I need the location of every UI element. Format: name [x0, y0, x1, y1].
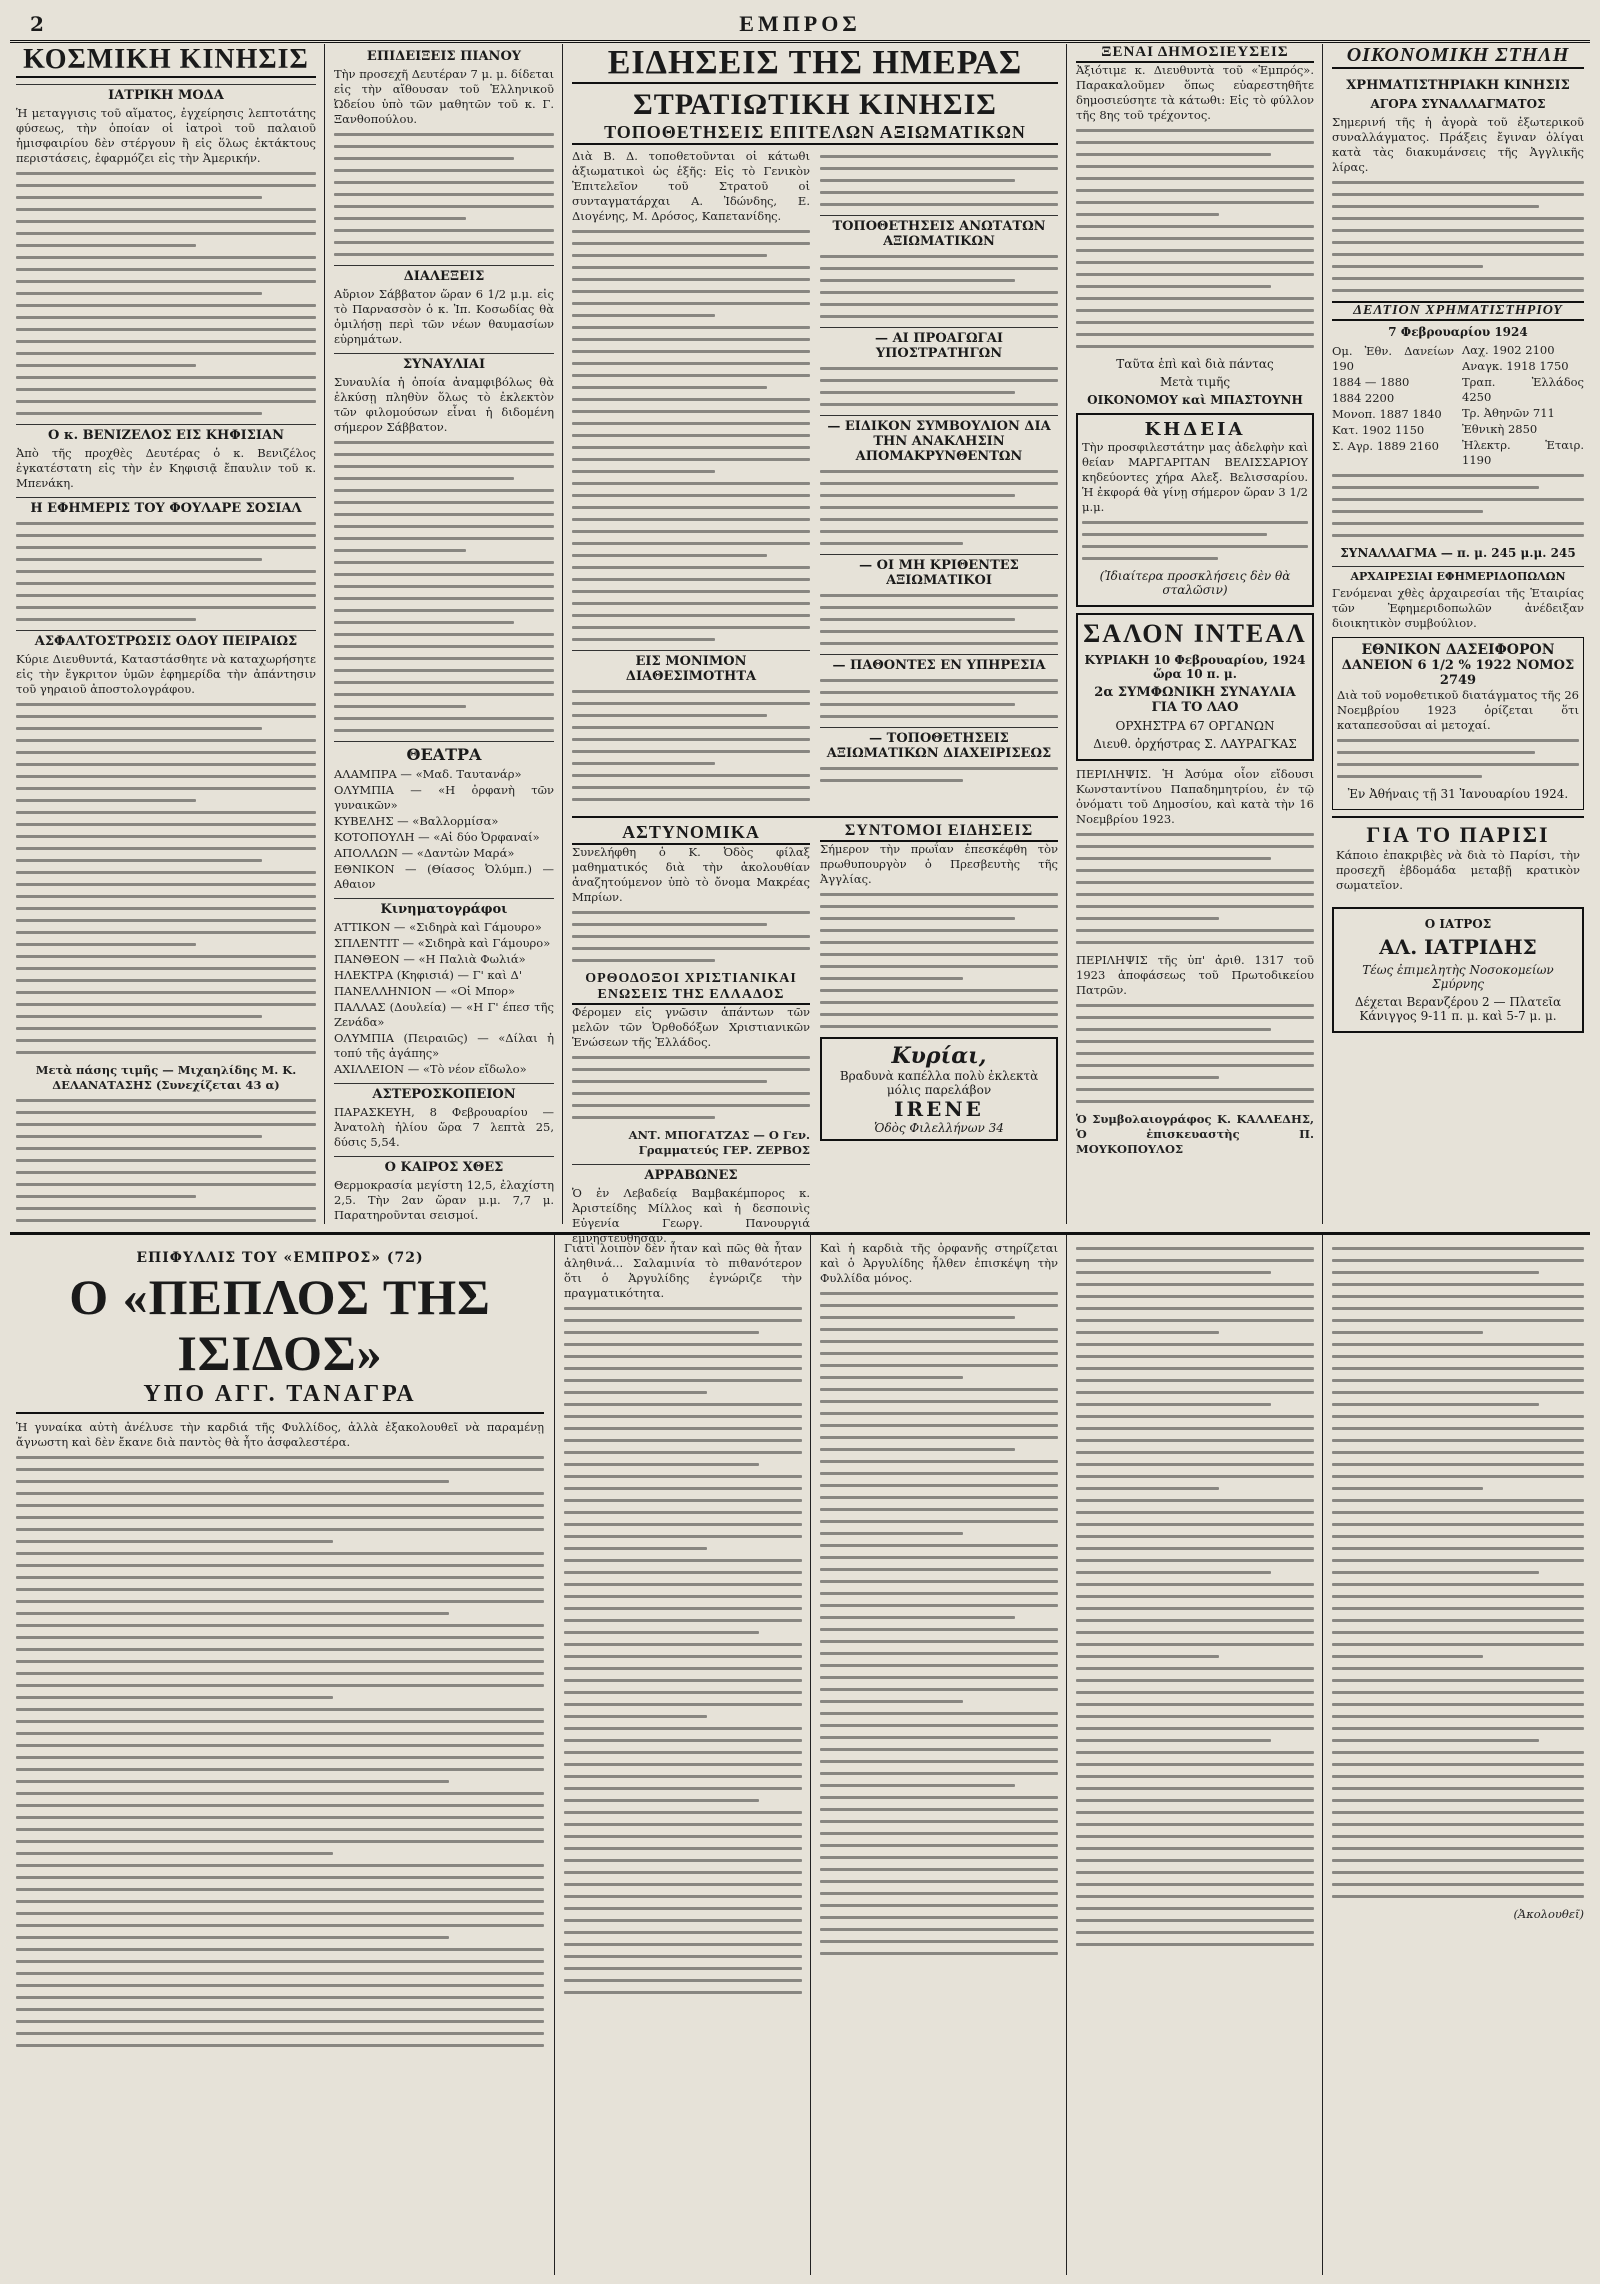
column-rule — [810, 1235, 811, 2275]
serial-column-5 — [1326, 1235, 1590, 2275]
column-finance — [1326, 44, 1590, 1224]
article-text: Ὁ ἐν Λεβαδείᾳ Βαμβακέμπορος κ. Ἀριστείδης Μίλλος καὶ ἡ δεσποινὶς Εὐγενία Γεωργ. Πανουργιά ἐμνηστεύθησαν. — [572, 1186, 810, 1245]
cinema-listing: ΠΑΛΛΑΣ (Δουλεία) — «Η Γ' έπεσ τῆς Ζενάδα» — [334, 1000, 554, 1029]
rate-row: 1884 2200 — [1332, 391, 1395, 405]
article-title: Ο κ. ΒΕΝΙΖΕΛΟΣ ΕΙΣ ΚΗΦΙΣΙΑΝ — [16, 424, 316, 443]
article-title: ΙΑΤΡΙΚΗ ΜΟΔΑ — [16, 84, 316, 103]
article-text: Συνελήφθη ὁ Κ. Ὀδὸς φίλαξ μαθηματικός διὰ τὴν ἀκολουθίαν ἀναζητούμενον ὑπὸ τὸ ὄνομα Μακρέας Μπρίων. — [572, 845, 810, 904]
article-text: ΠΕΡΙΛΗΨΙΣ τῆς ὑπ' ἀριθ. 1317 τοῦ 1923 ἀποφάσεως τοῦ Πρωτοδικείου Πατρῶν. — [1076, 953, 1314, 997]
concert-date: ΚΥΡΙΑΚΗ 10 Φεβρουαρίου, 1924 ὥρα 10 π. μ. — [1084, 653, 1306, 681]
theatre-listing: ΕΘΝΙΚΟΝ — (Θίασος Ὀλύμπ.) — Αθαιον — [334, 862, 554, 891]
text-block — [16, 1456, 544, 2047]
text-block — [16, 172, 316, 415]
signature: Μετὰ πάσης τιμῆς — Μιχαηλίδης Μ. Κ. ΔΕΛΑΝΑΤΑΣΗΣ (Συνεχίζεται 43 α) — [35, 1063, 297, 1092]
article-subtitle: ΑΓΟΡΑ ΣΥΝΑΛΛΑΓΜΑΤΟΣ — [1370, 97, 1546, 111]
column-rule — [1066, 44, 1067, 1224]
column-rule — [324, 44, 325, 1224]
funeral-notice — [1076, 413, 1314, 607]
text-block — [1076, 1004, 1314, 1103]
column-events — [328, 44, 560, 1224]
cinemas-header: Κινηματογράφοι — [334, 898, 554, 917]
doctor-ad — [1332, 907, 1584, 1033]
text-block — [820, 255, 1058, 318]
news-lower-right — [820, 818, 1058, 1250]
text-block — [1332, 474, 1584, 537]
cinema-listing: ΑΤΤΙΚΟΝ — «Σιδηρὰ καὶ Γάμουρο» — [334, 920, 542, 934]
column-rule — [1066, 1235, 1067, 2275]
column-news — [566, 44, 1064, 1245]
article-title: — ΑΙ ΠΡΟΑΓΩΓΑΙ ΥΠΟΣΤΡΑΤΗΓΩΝ — [820, 327, 1058, 361]
article-title: ΕΙΣ ΜΟΝΙΜΟΝ ΔΙΑΘΕΣΙΜΟΤΗΤΑ — [572, 650, 810, 684]
notice-line: Μετὰ τιμῆς — [1159, 375, 1231, 389]
text-block — [820, 679, 1058, 718]
text-block — [572, 690, 810, 801]
serial-title-column — [10, 1235, 550, 2275]
article-text: Ἡ μεταγγισις τοῦ αἵματος, ἐγχείρησις λεπτοτάτης φύσεως, τὴν ὁποίαν οἱ ἰατροὶ τοῦ παλαιοῦ ἡμισφαιρίου δὲν στέργουν ἢ εἰς ὅλως ἐκτάκτους περιστάσεις, ἐφαρμόζει εἰς τὴν Ἀμερικήν. — [16, 106, 316, 165]
section-header: ΞΕΝΑΙ ΔΗΜΟΣΙΕΥΣΕΙΣ — [1076, 44, 1314, 63]
headline: ΣΤΡΑΤΙΩΤΙΚΗ ΚΙΝΗΣΙΣ — [633, 88, 997, 121]
column-rule — [1322, 1235, 1323, 2275]
text-block — [16, 1099, 316, 1222]
section-header: ΟΙΚΟΝΟΜΙΚΗ ΣΤΗΛΗ — [1332, 44, 1584, 69]
article-title: ΑΡΧΑΙΡΕΣΙΑΙ ΕΦΗΜΕΡΙΔΟΠΩΛΩΝ — [1332, 566, 1584, 583]
text-block — [820, 155, 1058, 206]
serial-continued: (Ἀκολουθεῖ) — [1513, 1907, 1584, 1921]
cinema-listing: ΣΠΛΕΝΤΙΤ — «Σιδηρὰ καὶ Γάμουρο» — [334, 936, 551, 950]
text-block — [1076, 833, 1314, 944]
cinema-listing: ΠΑΝΘΕΟΝ — «Η Παλιὰ Φωλιά» — [334, 952, 526, 966]
news-two-column — [572, 149, 1058, 810]
article-title: ΑΣΤΕΡΟΣΚΟΠΕΙΟΝ — [334, 1083, 554, 1102]
signature: ΑΝΤ. ΜΠΟΓΑΤΖΑΣ — Ο Γεν. Γραμματεύς ΓΕΡ. ΖΕΡΒΟΣ — [628, 1128, 810, 1157]
text-block — [820, 594, 1058, 645]
column-rule — [562, 44, 563, 1224]
news-right — [820, 149, 1058, 810]
doctor-name: ΑΛ. ΙΑΤΡΙΔΗΣ — [1379, 935, 1537, 959]
text-block — [334, 133, 554, 256]
rates-table — [1332, 343, 1584, 468]
text-block — [1337, 739, 1579, 778]
notice-line: Ταῦτα ἑπὶ καὶ διὰ πάντας — [1116, 357, 1274, 371]
paris-notice — [1332, 816, 1584, 901]
article-title: — ΟΙ ΜΗ ΚΡΙΘΕΝΤΕΣ ΑΞΙΩΜΑΤΙΚΟΙ — [820, 554, 1058, 588]
signature: Ὁ Συμβολαιογράφος Κ. ΚΑΛΛΕΔΗΣ, Ὁ ἐπισκευαστὴς Π. ΜΟΥΚΟΠΟΥΛΟΣ — [1076, 1112, 1314, 1156]
concert-name: 2α ΣΥΜΦΩΝΙΚΗ ΣΥΝΑΥΛΙΑ ΓΙΑ ΤΟ ΛΑΟ — [1094, 685, 1296, 715]
ad-address: Ὁδὸς Φιλελλήνων 34 — [874, 1121, 1004, 1135]
news-lower-left — [572, 818, 810, 1250]
rate-row: Ἠλεκτρ. Ἑταιρ. 1190 — [1462, 438, 1584, 467]
loan-text: Διὰ τοῦ νομοθετικοῦ διατάγματος τῆς 26 Νοεμβρίου 1923 ὁρίζεται ὅτι καταπεσοῦσαι αἱ μετοχαί. — [1337, 688, 1579, 732]
serial-text: Γιατὶ λοιπὸν δὲν ἦταν καὶ πῶς θὰ ἦταν ἀληθινά... Σαλαμινία τὸ πιθανότερον ὅτι ὁ Ἀργυλίδης ἐγνώριζε τὴν πραγματικότητα. — [564, 1241, 802, 1300]
cinema-listing: ΟΛΥΜΠΙΑ (Πειραιῶς) — «Δίλαι ἡ τοπύ τῆς ἀγάπης» — [334, 1031, 554, 1060]
theatre-listing: ΟΛΥΜΠΙΑ — «Η ὀρφανὴ τῶν γυναικῶν» — [334, 783, 554, 812]
loan-subtitle: ΔΑΝΕΙΟΝ 6 1/2 % 1922 ΝΟΜΟΣ 2749 — [1341, 658, 1575, 688]
serial-section — [10, 1232, 1590, 2275]
concert-title: ΣΑΛΟΝ ΙΝΤΕΑΛ — [1083, 619, 1307, 648]
text-block — [820, 470, 1058, 545]
article-title: — ΠΑΘΟΝΤΕΣ ΕΝ ΥΠΗΡΕΣΙΑ — [820, 654, 1058, 673]
funeral-note: (Ἰδιαίτερα προσκλήσεις δὲν θὰ σταλῶσιν) — [1099, 569, 1291, 597]
text-block — [820, 767, 1058, 782]
theatre-listing: ΑΠΟΛΛΩΝ — «Δαντὼν Μαρά» — [334, 846, 515, 860]
page-number: 2 — [30, 12, 44, 36]
text-block — [820, 893, 1058, 1028]
text-block — [564, 1307, 802, 1994]
article-title: ΣΥΝΑΥΛΙΑΙ — [334, 353, 554, 372]
rate-row: Τραπ. Ἑλλάδος 4250 — [1462, 375, 1584, 404]
rate-row: Ἐθνικὴ 2850 — [1462, 422, 1538, 436]
concert-ad — [1076, 613, 1314, 761]
exchange-bulletin-header: ΔΕΛΤΙΟΝ ΧΡΗΜΑΤΙΣΤΗΡΙΟΥ — [1332, 301, 1584, 321]
theatre-listing: ΚΟΤΟΠΟΥΛΗ — «Αἱ δύο Ὀρφαναί» — [334, 830, 540, 844]
rate-row: Αναγκ. 1918 1750 — [1462, 359, 1569, 373]
article-text: ΠΑΡΑΣΚΕΥΗ, 8 Φεβρουαρίου — Ἀνατολὴ ἡλίου ὥρα 7 λεπτὰ 25, δύσις 5,54. — [334, 1105, 554, 1149]
ad-brand: IRENE — [894, 1097, 984, 1121]
serial-title: Ο «ΠΕΠΛΟΣ ΤΗΣ ΙΣΙΔΟΣ» — [69, 1269, 491, 1381]
irene-ad — [820, 1037, 1058, 1141]
theatre-listing: ΑΛΑΜΠΡΑ — «Μαδ. Ταυτανάρ» — [334, 767, 522, 781]
text-block — [1076, 1247, 1314, 1946]
article-text: Κύριε Διευθυντά, Καταστάσθητε νὰ καταχωρήσητε εἰς τὴν ἔγκριτον ὑμῶν ἐφημερίδα τὴν ἀπάντησιν τοῦ γηραιοῦ ἀποστολογράφου. — [16, 652, 316, 696]
rate-row: Ομ. Ἐθν. Δανείων 190 — [1332, 344, 1454, 373]
serial-column-4 — [1070, 1235, 1320, 2275]
cinema-listing: ΑΧΙΛΛΕΙΟΝ — «Τὸ νέον εἴδωλο» — [334, 1062, 527, 1076]
news-lower — [572, 816, 1058, 1250]
theatre-list — [334, 767, 554, 892]
church-header: ΟΡΘΟΔΟΞΟΙ ΧΡΙΣΤΙΑΝΙΚΑΙ ΕΝΩΣΕΙΣ ΤΗΣ ΕΛΛΑΔΟΣ — [572, 971, 810, 1005]
paris-text: Κάποιο ἐπακριβὲς νὰ διὰ τὸ Παρίσι, τὴν προσεχῆ ἑβδομάδα μεταβῇ κρατικὸν σωματεῖον. — [1336, 848, 1580, 892]
article-text: ΠΕΡΙΛΗΨΙΣ. Ἡ Ἀσύμα οἷον εἴδουσι Κωνσταντίνου Παπαδημητρίου, ἐν τῷ ὀνόματι τοῦ Δημοσίου, καὶ κατὰ τὴν 16 Νοεμβρίου 1923. — [1076, 767, 1314, 826]
upper-section — [10, 44, 1590, 1245]
doctor-credential: Τέως ἐπιμελητὴς Νοσοκομείων Σμύρνης — [1362, 963, 1554, 991]
article-text: Φέρομεν εἰς γνῶσιν ἁπάντων τῶν μελῶν τῶν Ὀρθοδόξων Χριστιανικῶν Ἑνώσεων τῆς Ἑλλάδος. — [572, 1005, 810, 1049]
article-title: ΔΙΑΛΕΞΕΙΣ — [334, 265, 554, 284]
funeral-text: Τὴν προσφιλεστάτην μας ἀδελφὴν καὶ θείαν ΜΑΡΓΑΡΙΤΑΝ ΒΕΛΙΣΣΑΡΙΟΥ κηδεύοντες χήρα Αλεξ. Βελισσαρίου. Ἡ ἐκφορά θὰ γίνῃ σήμερον ὥραν 3 1/2 μ.μ. — [1082, 440, 1308, 514]
concert-conductor: Διευθ. ὀρχήστρας Σ. ΛΑΥΡΑΓΚΑΣ — [1093, 737, 1297, 751]
article-text: Σήμερον τὴν πρωΐαν ἐπεσκέφθη τὸν πρωθυπουργὸν ὁ Πρεσβευτὴς τῆς Ἀγγλίας. — [820, 842, 1058, 886]
article-text: Αὔριον Σάββατον ὥραν 6 1/2 μ.μ. εἰς τὸ Παρνασσὸν ὁ κ. Ἰπ. Κοσωδίας θὰ ὁμιλήσῃ περὶ τῶν νέων θαυμασίων εὑρημάτων. — [334, 287, 554, 346]
text-block — [572, 911, 810, 962]
column-public-notices — [1070, 44, 1320, 1224]
funeral-header: ΚΗΔΕΙΑ — [1144, 419, 1246, 440]
theatres-header: ΘΕΑΤΡΑ — [334, 741, 554, 764]
article-title: ΤΟΠΟΘΕΤΗΣΕΙΣ ΑΝΩΤΑΤΩΝ ΑΞΙΩΜΑΤΙΚΩΝ — [820, 215, 1058, 249]
serial-author: ΥΠΟ ΑΓΓ. ΤΑΝΑΓΡΑ — [16, 1381, 544, 1414]
news-left — [572, 149, 810, 810]
text-block — [1332, 1247, 1584, 1898]
text-block — [572, 1056, 810, 1119]
exchange-line: ΣΥΝΑΛΛΑΓΜΑ — π. μ. 245 μ.μ. 245 — [1340, 546, 1576, 560]
cinema-listing: ΠΑΝΕΛΛΗΝΙΟΝ — «Οἱ Μπορ» — [334, 984, 516, 998]
text-block — [334, 441, 554, 732]
serial-column-2 — [558, 1235, 808, 2275]
text-block — [820, 1292, 1058, 1955]
article-title: Ο ΚΑΙΡΟΣ ΧΘΕΣ — [334, 1156, 554, 1175]
text-block — [1076, 129, 1314, 348]
column-rule — [1322, 44, 1323, 1224]
cinema-listing: ΗΛΕΚΤΡΑ (Κηφισιά) — Γ' καὶ Δ' — [334, 968, 523, 982]
text-block — [1332, 181, 1584, 292]
section-header: ΕΙΔΗΣΕΙΣ ΤΗΣ ΗΜΕΡΑΣ — [572, 44, 1058, 84]
article-title: ΕΠΙΔΕΙΞΕΙΣ ΠΙΑΝΟΥ — [366, 49, 522, 64]
text-block — [572, 230, 810, 641]
loan-signature: Ἐν Ἀθήναις τῇ 31 Ἰανουαρίου 1924. — [1347, 787, 1569, 801]
engaged-header: ΑΡΡΑΒΩΝΕΣ — [572, 1164, 810, 1183]
column-rule — [554, 1235, 555, 2275]
serial-text: Καὶ ἡ καρδιὰ τῆς ὀρφανῆς στηρίζεται καὶ ὁ Ἀργυλίδης ἦλθεν ἐπισκέψη τὴν Φυλλίδα μόνος. — [820, 1241, 1058, 1285]
rate-row: Μονοπ. 1887 1840 — [1332, 407, 1442, 421]
masthead — [10, 8, 1590, 43]
cinema-list — [334, 920, 554, 1077]
paper-name: ΕΜΠΡΟΣ — [739, 11, 861, 36]
article-text: Γενόμεναι χθὲς ἀρχαιρεσίαι τῆς Ἑταιρίας τῶν Ἐφημεριδοπωλῶν ἀνέδειξαν διοικητικὸν συμβούλιον. — [1332, 586, 1584, 630]
theatre-listing: ΚΥΒΕΛΗΣ — «Βαλλορμίσα» — [334, 814, 499, 828]
bulletin-date: 7 Φεβρουαρίου 1924 — [1388, 325, 1528, 339]
text-block — [16, 522, 316, 621]
column-social — [10, 44, 322, 1224]
rate-row: Σ. Αγρ. 1889 2160 — [1332, 439, 1439, 453]
text-block — [16, 703, 316, 1054]
article-text: Ἀπὸ τῆς προχθὲς Δευτέρας ὁ κ. Βενιζέλος ἐγκατέστατη εἰς τὴν ἐν Κηφισιᾷ ἔπαυλιν τοῦ κ. Μπενάκη. — [16, 446, 316, 490]
article-text: Θερμοκρασία μεγίστη 12,5, ἐλαχίστη 2,5. Τὴν 2αν ὥραν μ.μ. 7,7 μ. Παρατηροῦνται σεισμοί. — [334, 1178, 554, 1222]
doctor-hours: Δέχεται Βερανζέρου 2 — Πλατεῖα Κάνιγγος 9-11 π. μ. καὶ 5-7 μ. μ. — [1354, 995, 1562, 1023]
paris-title: ΓΙΑ ΤΟ ΠΑΡΙΣΙ — [1366, 822, 1550, 847]
article-title: ΑΣΦΑΛΤΟΣΤΡΩΣΙΣ ΟΔΟΥ ΠΕΙΡΑΙΩΣ — [16, 630, 316, 649]
loan-title: ΕΘΝΙΚΟΝ ΔΑΣΕΙΦΟΡΟΝ — [1361, 642, 1555, 658]
loan-notice — [1332, 637, 1584, 810]
article-title: — ΤΟΠΟΘΕΤΗΣΕΙΣ ΑΞΙΩΜΑΤΙΚΩΝ ΔΙΑΧΕΙΡΙΣΕΩΣ — [820, 727, 1058, 761]
rate-row: Τρ. Ἀθηνῶν 711 — [1462, 406, 1555, 420]
rate-row: 1884 — 1880 — [1332, 375, 1410, 389]
article-title: ΧΡΗΜΑΤΙΣΤΗΡΙΑΚΗ ΚΙΝΗΣΙΣ — [1346, 78, 1570, 93]
article-title: — ΕΙΔΙΚΟΝ ΣΥΜΒΟΥΛΙΟΝ ΔΙΑ ΤΗΝ ΑΝΑΚΛΗΣΙΝ ΑΠΟΜΑΚΡΥΝΘΕΝΤΩΝ — [820, 415, 1058, 464]
article-text: Διὰ Β. Δ. τοποθετοῦνται οἱ κάτωθι ἀξιωματικοὶ ὡς ἑξῆς: Εἰς τὸ Γενικὸν Ἐπιτελεῖον τοῦ Στρατοῦ οἱ συνταγματάρχαι Α. Ἰδώνδης, Ε. Διογένης, Μ. Δρόσος, Καπετανίδης. — [572, 149, 810, 223]
notice-signers: ΟΙΚΟΝΟΜΟΥ καὶ ΜΠΑΣΤΟΥΝΗ — [1087, 393, 1303, 407]
text-block — [820, 367, 1058, 406]
serial-column-3 — [814, 1235, 1064, 2275]
rate-row: Κατ. 1902 1150 — [1332, 423, 1425, 437]
ad-title: Κυρίαι, — [891, 1043, 987, 1069]
article-text: Σημερινή τῆς ἡ ἀγορὰ τοῦ ἐξωτερικοῦ συναλλάγματος. Πράξεις ἔγιναν ὀλίγαι κατὰ τὰς διακυμάνσεις τῆς Ἀγγλικῆς λίρας. — [1332, 115, 1584, 174]
serial-header: ΕΠΙΦΥΛΛΙΣ ΤΟΥ «ΕΜΠΡΟΣ» (72) — [136, 1250, 424, 1266]
article-text: Τὴν προσεχῆ Δευτέραν 7 μ. μ. δίδεται εἰς τὴν αἴθουσαν τοῦ Ἑλληνικοῦ Ὠδείου ὑπὸ τῶν μαθητῶν τοῦ κ. Γ. Ξανθοπούλου. — [334, 67, 555, 126]
article-text: Συναυλία ἡ ὁποία ἀναμφιβόλως θὰ ἑλκύσῃ πληθὺν ὅλως τὸ ἐκλεκτὸν τῶν φιλομούσων εἶναι ἡ διδομένη σήμερον Σάββατον. — [334, 375, 554, 434]
serial-text: Ἡ γυναίκα αὐτὴ ἀνέλυσε τὴν καρδιά τῆς Φυλλίδος, ἀλλὰ ἐξακολουθεῖ νὰ παραμένῃ ἄγνωστη καὶ δὲν ἔκανε διὰ παντὸς θὰ ἦτο ἀσφαλεστέρα. — [16, 1420, 544, 1449]
section-header: ΚΟΣΜΙΚΗ ΚΙΝΗΣΙΣ — [16, 44, 316, 78]
police-header: ΑΣΤΥΝΟΜΙΚΑ — [572, 822, 810, 845]
article-title: Η ΕΦΗΜΕΡΙΣ ΤΟΥ ΦΟΥΛΑΡΕ ΣΟΣΙΑΛ — [16, 497, 316, 516]
subheadline: ΤΟΠΟΘΕΤΗΣΕΙΣ ΕΠΙΤΕΛΩΝ ΑΞΙΩΜΑΤΙΚΩΝ — [572, 122, 1058, 145]
text-block — [1082, 521, 1308, 560]
rate-row: Λαχ. 1902 2100 — [1462, 343, 1555, 357]
brief-header: ΣΥΝΤΟΜΟΙ ΕΙΔΗΣΕΙΣ — [820, 822, 1058, 842]
ad-text: Βραδυνὰ καπέλλα πολὺ ἐκλεκτὰ μόλις παρελάβον — [839, 1069, 1039, 1097]
article-text: Ἀξιότιμε κ. Διευθυντὰ τοῦ «Ἐμπρός». Παρακαλοῦμεν ὅπως εὐαρεστηθῆτε δημοσιεύσητε τὰ κάτωθι: Εἰς τὸ φύλλον τῆς 8ης τοῦ τρέχοντος. — [1076, 63, 1314, 122]
doctor-title: Ο ΙΑΤΡΟΣ — [1424, 917, 1492, 931]
concert-orchestra: ΟΡΧΗΣΤΡΑ 67 ΟΡΓΑΝΩΝ — [1115, 719, 1275, 733]
